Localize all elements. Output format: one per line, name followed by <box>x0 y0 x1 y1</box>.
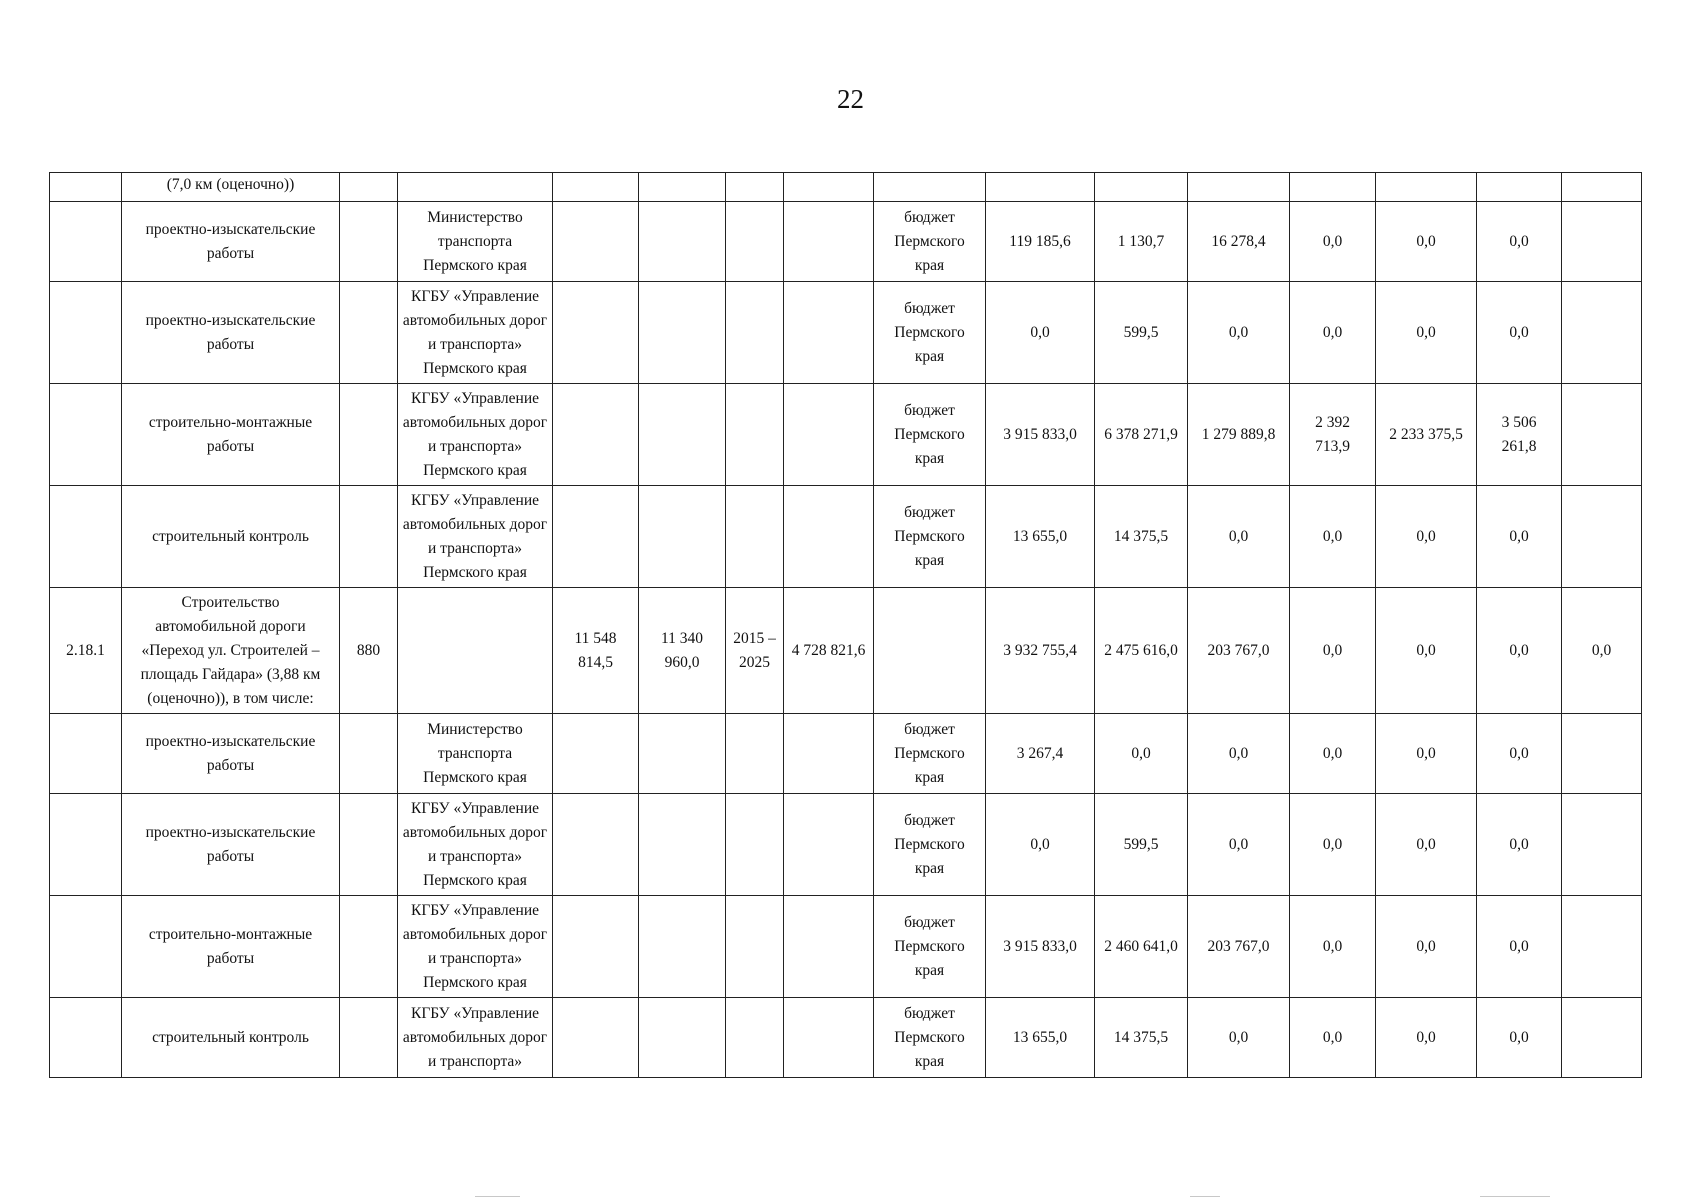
cell-executor: КГБУ «Управление автомобильных дорог и транспорта» Пермского края <box>398 896 553 998</box>
cell-total-cost <box>553 282 639 384</box>
cell-remaining-cost <box>784 486 874 588</box>
cell-year-6: 0,0 <box>1477 282 1562 384</box>
cell-year-1: 0,0 <box>986 282 1095 384</box>
cell-year-1: 0,0 <box>986 794 1095 896</box>
cell-period <box>726 896 784 998</box>
cell-year-7 <box>1562 896 1642 998</box>
cell-year-6: 0,0 <box>1477 714 1562 794</box>
table-row <box>50 794 1642 896</box>
cell-work-name: проектно-изыскательские работы <box>122 282 340 384</box>
cell-row-number <box>50 998 122 1078</box>
cell-year-5: 0,0 <box>1376 896 1477 998</box>
cell-funding-source: бюджет Пермского края <box>874 714 986 794</box>
cell-year-4: 0,0 <box>1290 896 1376 998</box>
cell-row-number <box>50 794 122 896</box>
cell-code <box>340 486 398 588</box>
cell-funding-source <box>874 588 986 714</box>
cell-total-cost <box>553 173 639 202</box>
cell-estimated-cost <box>639 202 726 282</box>
cell-row-number <box>50 282 122 384</box>
cell-year-2: 599,5 <box>1095 282 1188 384</box>
cell-year-3: 0,0 <box>1188 794 1290 896</box>
cell-total-cost <box>553 998 639 1078</box>
cell-estimated-cost: 11 340 960,0 <box>639 588 726 714</box>
cell-period <box>726 486 784 588</box>
cell-funding-source: бюджет Пермского края <box>874 998 986 1078</box>
table-row <box>50 282 1642 384</box>
scan-artifact-line <box>475 1196 520 1197</box>
cell-total-cost: 11 548 814,5 <box>553 588 639 714</box>
cell-year-1: 13 655,0 <box>986 998 1095 1078</box>
cell-year-4 <box>1290 173 1376 202</box>
cell-code <box>340 384 398 486</box>
cell-year-1: 3 932 755,4 <box>986 588 1095 714</box>
cell-executor <box>398 588 553 714</box>
cell-year-3: 0,0 <box>1188 282 1290 384</box>
cell-remaining-cost <box>784 896 874 998</box>
cell-year-4: 0,0 <box>1290 486 1376 588</box>
cell-row-number <box>50 173 122 202</box>
cell-remaining-cost <box>784 998 874 1078</box>
cell-executor <box>398 173 553 202</box>
cell-year-2: 6 378 271,9 <box>1095 384 1188 486</box>
cell-year-3: 0,0 <box>1188 486 1290 588</box>
cell-year-4: 0,0 <box>1290 282 1376 384</box>
cell-funding-source: бюджет Пермского края <box>874 282 986 384</box>
cell-period <box>726 282 784 384</box>
cell-period <box>726 173 784 202</box>
cell-year-3: 1 279 889,8 <box>1188 384 1290 486</box>
cell-year-2: 14 375,5 <box>1095 486 1188 588</box>
cell-estimated-cost <box>639 896 726 998</box>
cell-code <box>340 896 398 998</box>
cell-funding-source: бюджет Пермского края <box>874 202 986 282</box>
cell-code <box>340 202 398 282</box>
cell-year-1: 3 267,4 <box>986 714 1095 794</box>
table-body <box>50 173 1642 1078</box>
scan-artifact-line <box>1480 1196 1550 1197</box>
cell-work-name: Строительство автомобильной дороги «Переход ул. Строителей – площадь Гайдара» (3,88 км (оценочно)), в том числе: <box>122 588 340 714</box>
cell-funding-source: бюджет Пермского края <box>874 794 986 896</box>
cell-year-7 <box>1562 714 1642 794</box>
cell-year-6: 3 506 261,8 <box>1477 384 1562 486</box>
cell-year-3: 203 767,0 <box>1188 896 1290 998</box>
cell-executor: КГБУ «Управление автомобильных дорог и транспорта» Пермского края <box>398 486 553 588</box>
cell-estimated-cost <box>639 486 726 588</box>
cell-year-6: 0,0 <box>1477 998 1562 1078</box>
table-row <box>50 998 1642 1078</box>
cell-year-1: 3 915 833,0 <box>986 896 1095 998</box>
cell-year-4: 0,0 <box>1290 588 1376 714</box>
cell-total-cost <box>553 896 639 998</box>
cell-remaining-cost <box>784 714 874 794</box>
cell-row-number <box>50 202 122 282</box>
table-row <box>50 173 1642 202</box>
cell-year-3: 203 767,0 <box>1188 588 1290 714</box>
cell-year-7 <box>1562 202 1642 282</box>
table-row <box>50 486 1642 588</box>
cell-estimated-cost <box>639 998 726 1078</box>
cell-year-3: 0,0 <box>1188 998 1290 1078</box>
cell-period <box>726 714 784 794</box>
cell-year-4: 0,0 <box>1290 202 1376 282</box>
cell-year-3 <box>1188 173 1290 202</box>
cell-work-name: проектно-изыскательские работы <box>122 794 340 896</box>
cell-year-2 <box>1095 173 1188 202</box>
cell-row-number <box>50 896 122 998</box>
table-row <box>50 896 1642 998</box>
cell-funding-source <box>874 173 986 202</box>
cell-year-5: 0,0 <box>1376 282 1477 384</box>
cell-total-cost <box>553 486 639 588</box>
cell-year-4: 0,0 <box>1290 998 1376 1078</box>
cell-year-1: 119 185,6 <box>986 202 1095 282</box>
cell-year-2: 2 475 616,0 <box>1095 588 1188 714</box>
cell-executor: Министерство транспорта Пермского края <box>398 714 553 794</box>
cell-year-2: 0,0 <box>1095 714 1188 794</box>
cell-work-name: (7,0 км (оценочно)) <box>122 173 340 202</box>
cell-year-7 <box>1562 794 1642 896</box>
cell-total-cost <box>553 794 639 896</box>
cell-code: 880 <box>340 588 398 714</box>
table-row <box>50 384 1642 486</box>
cell-year-6: 0,0 <box>1477 794 1562 896</box>
cell-year-2: 14 375,5 <box>1095 998 1188 1078</box>
cell-executor: КГБУ «Управление автомобильных дорог и транспорта» Пермского края <box>398 794 553 896</box>
cell-row-number <box>50 486 122 588</box>
cell-funding-source: бюджет Пермского края <box>874 384 986 486</box>
cell-year-5: 0,0 <box>1376 588 1477 714</box>
cell-year-2: 599,5 <box>1095 794 1188 896</box>
cell-estimated-cost <box>639 173 726 202</box>
cell-estimated-cost <box>639 384 726 486</box>
cell-year-1: 3 915 833,0 <box>986 384 1095 486</box>
cell-year-3: 16 278,4 <box>1188 202 1290 282</box>
cell-remaining-cost <box>784 384 874 486</box>
cell-work-name: строительный контроль <box>122 486 340 588</box>
cell-executor: Министерство транспорта Пермского края <box>398 202 553 282</box>
cell-year-7 <box>1562 173 1642 202</box>
cell-year-3: 0,0 <box>1188 714 1290 794</box>
cell-executor: КГБУ «Управление автомобильных дорог и транспорта» <box>398 998 553 1078</box>
cell-remaining-cost <box>784 282 874 384</box>
cell-period: 2015 – 2025 <box>726 588 784 714</box>
cell-year-5: 0,0 <box>1376 202 1477 282</box>
cell-year-4: 0,0 <box>1290 714 1376 794</box>
cell-year-5: 0,0 <box>1376 794 1477 896</box>
cell-year-4: 2 392 713,9 <box>1290 384 1376 486</box>
cell-remaining-cost: 4 728 821,6 <box>784 588 874 714</box>
cell-estimated-cost <box>639 714 726 794</box>
cell-year-6 <box>1477 173 1562 202</box>
cell-work-name: строительно-монтажные работы <box>122 896 340 998</box>
cell-estimated-cost <box>639 794 726 896</box>
cell-year-6: 0,0 <box>1477 486 1562 588</box>
cell-work-name: строительно-монтажные работы <box>122 384 340 486</box>
cell-year-4: 0,0 <box>1290 794 1376 896</box>
cell-year-5: 0,0 <box>1376 486 1477 588</box>
cell-executor: КГБУ «Управление автомобильных дорог и транспорта» Пермского края <box>398 384 553 486</box>
cell-total-cost <box>553 384 639 486</box>
cell-code <box>340 998 398 1078</box>
cell-year-7 <box>1562 998 1642 1078</box>
cell-row-number: 2.18.1 <box>50 588 122 714</box>
cell-funding-source: бюджет Пермского края <box>874 896 986 998</box>
cell-year-7 <box>1562 282 1642 384</box>
cell-estimated-cost <box>639 282 726 384</box>
table-row-main <box>50 588 1642 714</box>
cell-year-7 <box>1562 486 1642 588</box>
cell-remaining-cost <box>784 202 874 282</box>
cell-year-5: 0,0 <box>1376 998 1477 1078</box>
table-row <box>50 714 1642 794</box>
scan-artifact-line <box>1190 1196 1220 1197</box>
cell-row-number <box>50 384 122 486</box>
table-row <box>50 202 1642 282</box>
cell-year-5: 2 233 375,5 <box>1376 384 1477 486</box>
cell-period <box>726 202 784 282</box>
cell-year-6: 0,0 <box>1477 896 1562 998</box>
cell-remaining-cost <box>784 794 874 896</box>
cell-year-7 <box>1562 384 1642 486</box>
cell-total-cost <box>553 202 639 282</box>
budget-table <box>49 172 1642 1078</box>
cell-year-6: 0,0 <box>1477 588 1562 714</box>
cell-work-name: проектно-изыскательские работы <box>122 202 340 282</box>
cell-row-number <box>50 714 122 794</box>
cell-year-5: 0,0 <box>1376 714 1477 794</box>
page-number: 22 <box>837 84 864 114</box>
cell-code <box>340 714 398 794</box>
cell-remaining-cost <box>784 173 874 202</box>
cell-year-7: 0,0 <box>1562 588 1642 714</box>
cell-period <box>726 998 784 1078</box>
cell-year-1 <box>986 173 1095 202</box>
cell-period <box>726 794 784 896</box>
cell-code <box>340 282 398 384</box>
cell-year-2: 2 460 641,0 <box>1095 896 1188 998</box>
cell-funding-source: бюджет Пермского края <box>874 486 986 588</box>
cell-code <box>340 173 398 202</box>
cell-executor: КГБУ «Управление автомобильных дорог и транспорта» Пермского края <box>398 282 553 384</box>
cell-year-1: 13 655,0 <box>986 486 1095 588</box>
cell-total-cost <box>553 714 639 794</box>
cell-year-6: 0,0 <box>1477 202 1562 282</box>
cell-work-name: проектно-изыскательские работы <box>122 714 340 794</box>
cell-work-name: строительный контроль <box>122 998 340 1078</box>
cell-period <box>726 384 784 486</box>
cell-year-5 <box>1376 173 1477 202</box>
cell-year-2: 1 130,7 <box>1095 202 1188 282</box>
cell-code <box>340 794 398 896</box>
